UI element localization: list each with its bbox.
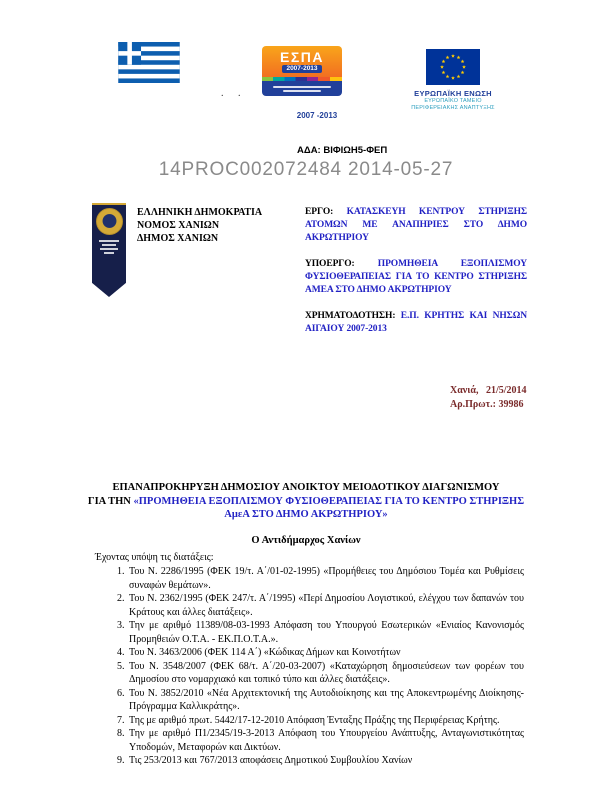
eu-fund-line1: ΕΥΡΩΠΑΪΚΟ ΤΑΜΕΙΟ [424,98,482,104]
authority-line-republic: ΕΛΛΗΝΙΚΗ ΔΗΜΟΚΡΑΤΙΑ [137,207,263,218]
espa-logo [262,46,342,96]
title-line2-subject: «ΠΡΟΜΗΘΕΙΑ ΕΞΟΠΛΙΣΜΟΥ ΦΥΣΙΟΘΕΡΑΠΕΙΑΣ ΓΙΑ ΤΟ ΚΕΝΤΡΟ ΣΤΗΡΙΞΗΣ ΑμεΑ ΣΤΟ ΔΗΜΟ ΑΚΡΩΤΗΡΙΟΥ» [133,495,525,520]
authority-line-municipality: ΔΗΜΟΣ ΧΑΝΙΩΝ [137,233,219,244]
project-funding [305,310,527,336]
title-line1: ΕΠΑΝΑΠΡΟΚΗΡΥΞΗ ΔΗΜΟΣΙΟΥ ΑΝΟΙΚΤΟΥ ΜΕΙΟΔΟΤΙΚΟΥ ΔΙΑΓΩΝΙΣΜΟΥ [112,482,500,493]
legal-item: 8. Την με αριθμό Π1/2345/19-3-2013 Απόφαση του Υπουργείου Ανάπτυξης, Ανταγωνιστικότητας Υποδομών, Μεταφορών και Δικτύων. [127,727,524,754]
authority-line-prefecture: ΝΟΜΟΣ ΧΑΝΙΩΝ [137,220,220,231]
eu-fund-line2: ΠΕΡΙΦΕΡΕΙΑΚΗΣ ΑΝΑΠΤΥΞΗΣ [411,105,495,111]
protocol-number: Αρ.Πρωτ.: 39986 [450,399,524,410]
espa-logo-top [262,46,342,77]
legal-item: 3. Την με αριθμό 11389/08-03-1993 Απόφαση του Υπουργού Εσωτερικών «Ενιαίος Κανονισμός Προμηθειών Ο.Τ.Α. - ΕΚ.Π.Ο.Τ.Α.». [127,619,524,646]
project-info [305,206,527,349]
eu-union-label: ΕΥΡΩΠΑΪΚΗ ΕΝΩΣΗ [414,89,492,98]
ypoergo-label: ΥΠΟΕΡΓΟ: [305,259,355,269]
legal-item: 5. Του Ν. 3548/2007 (ΦΕΚ 68/τ. Α΄/20-03-2007) «Καταχώρηση δημοσιεύσεων των φορέων του Δημοσίου στο νομαρχιακό και τοπικό τύπο και άλλες διατάξεις». [127,660,524,687]
print-artifact-dots: . . [221,88,247,99]
place-date: Χανιά, 21/5/2014 [450,385,527,396]
espa-logo-footer [262,81,342,96]
emblem-seal [96,208,123,235]
chania-municipality-emblem [92,203,126,297]
ypoergo-text: ΠΡΟΜΗΘΕΙΑ ΕΞΟΠΛΙΣΜΟΥ ΦΥΣΙΟΘΕΡΑΠΕΙΑΣ ΓΙΑ ΤΟ ΚΕΝΤΡΟ ΣΤΗΡΙΞΗΣ ΑΜΕΑ ΣΤΟ ΔΗΜΟ ΑΚΡΩΤΗΡΙΟΥ [305,259,528,295]
ergo-text: ΚΑΤΑΣΚΕΥΗ ΚΕΝΤΡΟΥ ΣΤΗΡΙΞΗΣ ΑΤΟΜΩΝ ΜΕ ΑΝΑΠΗΡΙΕΣ ΣΤΟ ΔΗΜΟ ΑΚΡΩΤΗΡΙΟΥ [305,207,527,243]
title-line2-prefix: ΓΙΑ ΤΗΝ [87,495,134,507]
espa-caption: 2007 -2013 [296,111,338,120]
title-line2 [86,495,526,522]
project-ergo [305,206,527,245]
eu-block [403,49,503,112]
ada-number: ΑΔΑ: ΒΙΦΙΩΗ5-ΦΕΠ [297,145,388,156]
issuing-authority [137,206,262,245]
emblem-text-lines [99,240,119,254]
legal-list [0,565,612,768]
funding-text: Ε.Π. ΚΡΗΤΗΣ ΚΑΙ ΝΗΣΩΝ ΑΙΓΑΙΟΥ 2007-2013 [305,311,527,334]
legal-item: 4. Του Ν. 3463/2006 (ΦΕΚ 114 Α΄) «Κώδικας Δήμων και Κοινοτήτων [127,646,524,660]
legal-item: 9. Τις 253/2013 και 767/2013 αποφάσεις Δημοτικού Συμβουλίου Χανίων [127,754,524,768]
eu-flag-icon [426,49,480,85]
date-protocol-block [450,384,527,412]
emblem-gold-bar [92,203,126,205]
legal-basis-intro: Έχοντας υπόψη τις διατάξεις: [95,552,214,563]
legal-item: 2. Του Ν. 2362/1995 (ΦΕΚ 247/τ. Α΄/1995) «Περί Δημοσίου Λογιστικού, ελέγχου των δαπανών του Κράτους και άλλες διατάξεις». [127,592,524,619]
legal-item: 6. Του Ν. 3852/2010 «Νέα Αρχιτεκτονική της Αυτοδιοίκησης και της Αποκεντρωμένης Διοίκησης-Πρόγραμμα Καλλικράτης». [127,687,524,714]
kimdis-registry-stamp: 14PROC002072484 2014-05-27 [158,159,454,180]
funding-label: ΧΡΗΜΑΤΟΔΟΤΗΣΗ: [305,311,396,321]
document-title [86,481,526,522]
legal-item: 1. Του Ν. 2286/1995 (ΦΕΚ 19/τ. Α΄/01-02-1995) «Προμήθειες του Δημόσιου Τομέα και Ρυθμίσεις συναφών θεμάτων». [127,565,524,592]
project-ypoergo [305,258,527,297]
legal-item: 7. Της με αριθμό πρωτ. 5442/17-12-2010 Απόφαση Ένταξης Πράξης της Περιφέρειας Κρήτης. [127,714,524,728]
espa-years: 2007-2013 [282,65,321,73]
signatory-heading: Ο Αντιδήμαρχος Χανίων [251,535,361,546]
espa-acronym: ΕΣΠΑ [280,49,324,65]
greece-flag [118,42,180,83]
ergo-label: ΕΡΓΟ: [305,207,334,217]
